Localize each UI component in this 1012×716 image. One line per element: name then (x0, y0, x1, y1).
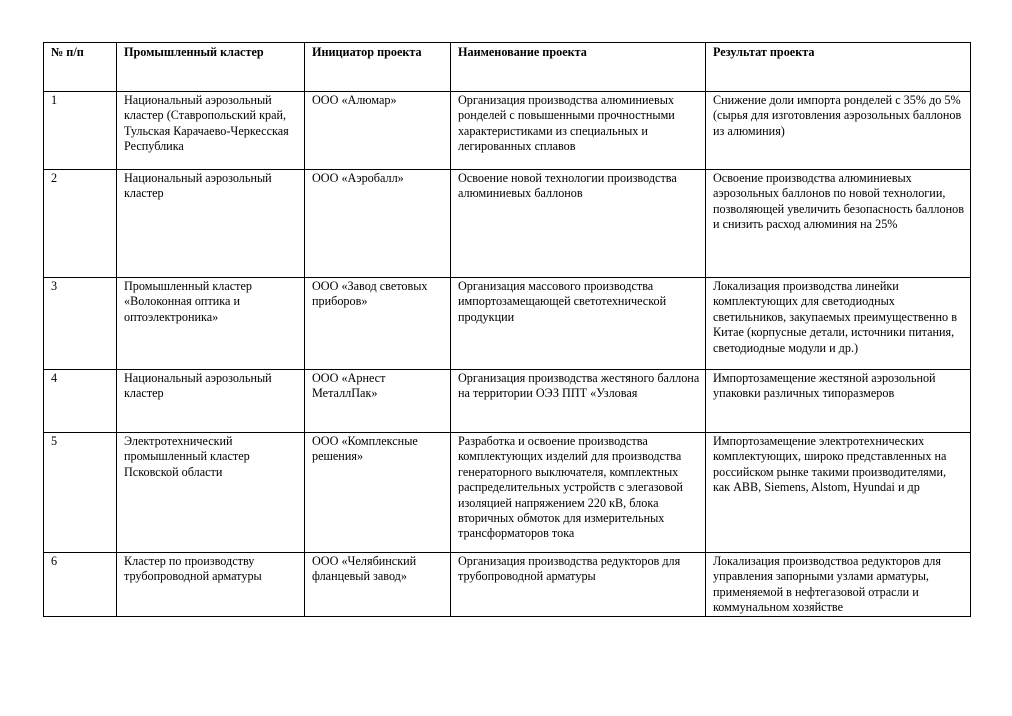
projects-table (43, 42, 971, 617)
cell-project-name: Освоение новой технологии производства алюминиевых баллонов (451, 170, 706, 278)
table-row (44, 92, 971, 170)
cell-project-name: Организация производства жестяного баллона на территории ОЭЗ ППТ «Узловая (451, 370, 706, 433)
cell-initiator: ООО «Алюмар» (305, 92, 451, 170)
cell-result: Освоение производства алюминиевых аэрозольных баллонов по новой технологии, позволяющей увеличить безопасность баллонов и снизить расход алюминия на 25% (706, 170, 971, 278)
cell-result: Импортозамещение электротехнических комплектующих, широко представленных на российском рынке такими производителями, как ABB, Siemens, Alstom, Hyundai и др (706, 433, 971, 553)
table-row (44, 553, 971, 617)
cell-project-name: Организация массового производства импортозамещающей светотехнической продукции (451, 278, 706, 370)
header-name: Наименование проекта (451, 43, 706, 92)
header-cluster: Промышленный кластер (117, 43, 305, 92)
table-row (44, 278, 971, 370)
cell-result: Импортозамещение жестяной аэрозольной упаковки различных типоразмеров (706, 370, 971, 433)
table-body (44, 92, 971, 617)
table-row (44, 370, 971, 433)
header-num: № п/п (44, 43, 117, 92)
cell-num: 2 (44, 170, 117, 278)
header-initiator: Инициатор проекта (305, 43, 451, 92)
table-row (44, 170, 971, 278)
cell-cluster: Национальный аэрозольный кластер (117, 370, 305, 433)
cell-result: Локализация производствоа редукторов для управления запорными узлами арматуры, применяемой в нефтегазовой отрасли и коммунальном хозяйстве (706, 553, 971, 617)
header-row (44, 43, 971, 92)
cell-initiator: ООО «Комплексные решения» (305, 433, 451, 553)
table-row (44, 433, 971, 553)
cell-num: 3 (44, 278, 117, 370)
cell-result: Локализация производства линейки комплектующих для светодиодных светильников, закупаемых преимущественно в Китае (корпусные детали, источники питания, светодиодные модули и др.) (706, 278, 971, 370)
table-header (44, 43, 971, 92)
cell-project-name: Разработка и освоение производства комплектующих изделий для производства генераторного выключателя, комплектных распределительных устройств с элегазовой изоляцией напряжением 220 кВ, блока вторичных обмоток для измерительных трансформаторов тока (451, 433, 706, 553)
cell-initiator: ООО «Аэробалл» (305, 170, 451, 278)
cell-cluster: Промышленный кластер «Волоконная оптика и оптоэлектроника» (117, 278, 305, 370)
cell-cluster: Национальный аэрозольный кластер (Ставропольский край, Тульская Карачаево-Черкесская Республика (117, 92, 305, 170)
cell-num: 1 (44, 92, 117, 170)
cell-result: Снижение доли импорта ронделей с 35% до 5% (сырья для изготовления аэрозольных баллонов из алюминия) (706, 92, 971, 170)
cell-cluster: Национальный аэрозольный кластер (117, 170, 305, 278)
cell-initiator: ООО «Арнест МеталлПак» (305, 370, 451, 433)
cell-cluster: Кластер по производству трубопроводной арматуры (117, 553, 305, 617)
cell-initiator: ООО «Завод световых приборов» (305, 278, 451, 370)
cell-num: 4 (44, 370, 117, 433)
cell-initiator: ООО «Челябинский фланцевый завод» (305, 553, 451, 617)
cell-num: 6 (44, 553, 117, 617)
cell-cluster: Электротехнический промышленный кластер Псковской области (117, 433, 305, 553)
cell-project-name: Организация производства алюминиевых ронделей с повышенными прочностными характеристиками из специальных и легированных сплавов (451, 92, 706, 170)
cell-num: 5 (44, 433, 117, 553)
cell-project-name: Организация производства редукторов для трубопроводной арматуры (451, 553, 706, 617)
header-result: Результат проекта (706, 43, 971, 92)
